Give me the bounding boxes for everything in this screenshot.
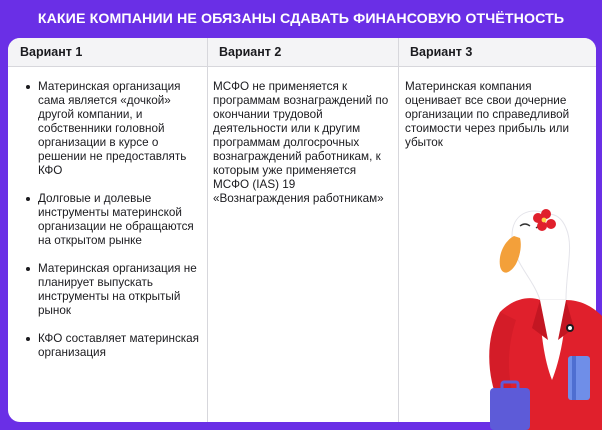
header-variant-1: Вариант 1 <box>20 45 83 59</box>
header-variant-3: Вариант 3 <box>410 45 473 59</box>
book-icon <box>568 356 590 400</box>
briefcase-icon <box>490 388 530 430</box>
variant-3-text: Материнская компания оценивает все свои дочерние организации по справедливой стоимости через прибыль или убыток <box>405 80 570 149</box>
variant-2-text: МСФО не применяется к программам вознаграждений по окончании трудовой деятельности или к другим программам долгосрочных вознаграждений работникам, к которым уже применяется МСФО (IAS) 19 «Вознаграждения работникам» <box>213 80 389 205</box>
list-item: Долговые и долевые инструменты материнской организации не обращаются на открытом рынке <box>18 192 204 248</box>
page-title: КАКИЕ КОМПАНИИ НЕ ОБЯЗАНЫ СДАВАТЬ ФИНАНСОВУЮ ОТЧЁТНОСТЬ <box>37 11 565 27</box>
beak-shape <box>500 236 521 273</box>
list-item: КФО составляет материнская организация <box>18 332 204 360</box>
header-variant-2: Вариант 2 <box>219 45 282 59</box>
list-item: Материнская организация не планирует выпускать инструменты на открытый рынок <box>18 262 204 318</box>
list-item: Материнская организация сама является «дочкой» другой компании, и собственники головной организации в курсе о решении не предоставлять КФО <box>18 80 204 178</box>
